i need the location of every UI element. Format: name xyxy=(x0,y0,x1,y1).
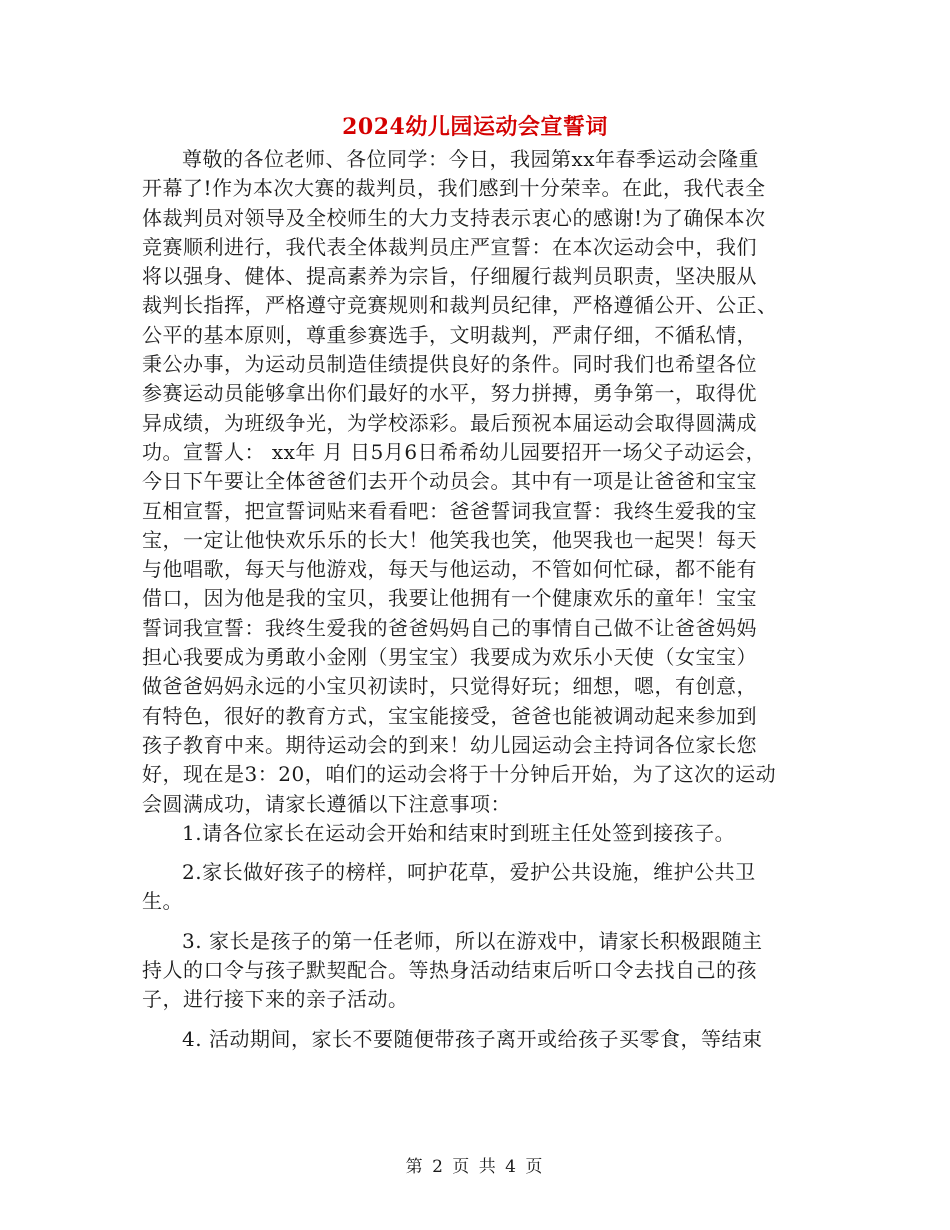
list-item-4: 4. 活动期间，家长不要随便带孩子离开或给孩子买零食，等结束 xyxy=(182,1026,763,1051)
body-line: 借口，因为他是我的宝贝，我要让他拥有一个健康欢乐的童年！宝宝 xyxy=(142,586,757,611)
list-item-3-continued: 子，进行接下来的亲子活动。 xyxy=(142,987,409,1012)
body-line: 秉公办事，为运动员制造佳绩提供良好的条件。同时我们也希望各位 xyxy=(142,352,757,377)
body-line: 公平的基本原则，尊重参赛选手，文明裁判，严肃仔细，不循私情， xyxy=(142,322,757,347)
list-item-3: 3. 家长是孩子的第一任老师，所以在游戏中，请家长积极跟随主 xyxy=(182,928,763,953)
list-item-1: 1.请各位家长在运动会开始和结束时到班主任处签到接孩子。 xyxy=(182,820,736,845)
list-item-3-continued: 持人的口令与孩子默契配合。等热身活动结束后听口令去找自己的孩 xyxy=(142,958,757,983)
body-line: 会圆满成功，请家长遵循以下注意事项： xyxy=(142,791,511,816)
body-line: 今日下午要让全体爸爸们去开个动员会。其中有一项是让爸爸和宝宝 xyxy=(142,469,757,494)
body-line: 誓词我宣誓：我终生爱我的爸爸妈妈自己的事情自己做不让爸爸妈妈 xyxy=(142,615,757,640)
document-title: 2024幼儿园运动会宣誓词 xyxy=(342,114,608,140)
body-line: 担心我要成为勇敢小金刚（男宝宝）我要成为欢乐小天使（女宝宝） xyxy=(142,645,757,670)
body-line: 体裁判员对领导及全校师生的大力支持表示衷心的感谢!为了确保本次 xyxy=(142,205,766,230)
body-line: 好，现在是3：20，咱们的运动会将于十分钟后开始，为了这次的运动 xyxy=(142,762,777,787)
body-line: 竞赛顺利进行，我代表全体裁判员庄严宣誓：在本次运动会中，我们 xyxy=(142,234,757,259)
body-line: 尊敬的各位老师、各位同学：今日，我园第xx年春季运动会隆重 xyxy=(182,147,760,171)
body-line: 做爸爸妈妈永远的小宝贝初读时，只觉得好玩；细想，嗯，有创意， xyxy=(142,674,757,699)
body-line: 参赛运动员能够拿出你们最好的水平，努力拼搏，勇争第一，取得优 xyxy=(142,381,757,406)
page-number-footer: 第 2 页 共 4 页 xyxy=(405,1157,545,1177)
body-line: 孩子教育中来。期待运动会的到来！幼儿园运动会主持词各位家长您 xyxy=(142,732,757,757)
body-line: 与他唱歌，每天与他游戏，每天与他运动，不管如何忙碌，都不能有 xyxy=(142,557,757,582)
body-line: 功。宣誓人： xx年 月 日5月6日希希幼儿园要招开一场父子动运会， xyxy=(142,439,767,464)
document-body xyxy=(142,145,810,1054)
body-line: 有特色，很好的教育方式，宝宝能接受，爸爸也能被调动起来参加到 xyxy=(142,703,757,728)
body-line: 将以强身、健体、提高素养为宗旨，仔细履行裁判员职责，坚决服从 xyxy=(142,264,757,289)
body-line: 异成绩，为班级争光，为学校添彩。最后预祝本届运动会取得圆满成 xyxy=(142,410,757,435)
body-line: 开幕了!作为本次大赛的裁判员，我们感到十分荣幸。在此，我代表全 xyxy=(142,176,766,201)
body-line: 互相宣誓，把宣誓词贴来看看吧：爸爸誓词我宣誓：我终生爱我的宝 xyxy=(142,498,757,523)
body-line: 宝，一定让他快欢乐乐的长大！他笑我也笑，他哭我也一起哭！每天 xyxy=(142,527,757,552)
body-line: 裁判长指挥，严格遵守竞赛规则和裁判员纪律，严格遵循公开、公正、 xyxy=(142,293,778,318)
list-item-2: 2.家长做好孩子的榜样，呵护花草，爱护公共设施，维护公共卫 xyxy=(182,860,756,885)
list-item-2-continued: 生。 xyxy=(142,889,183,914)
